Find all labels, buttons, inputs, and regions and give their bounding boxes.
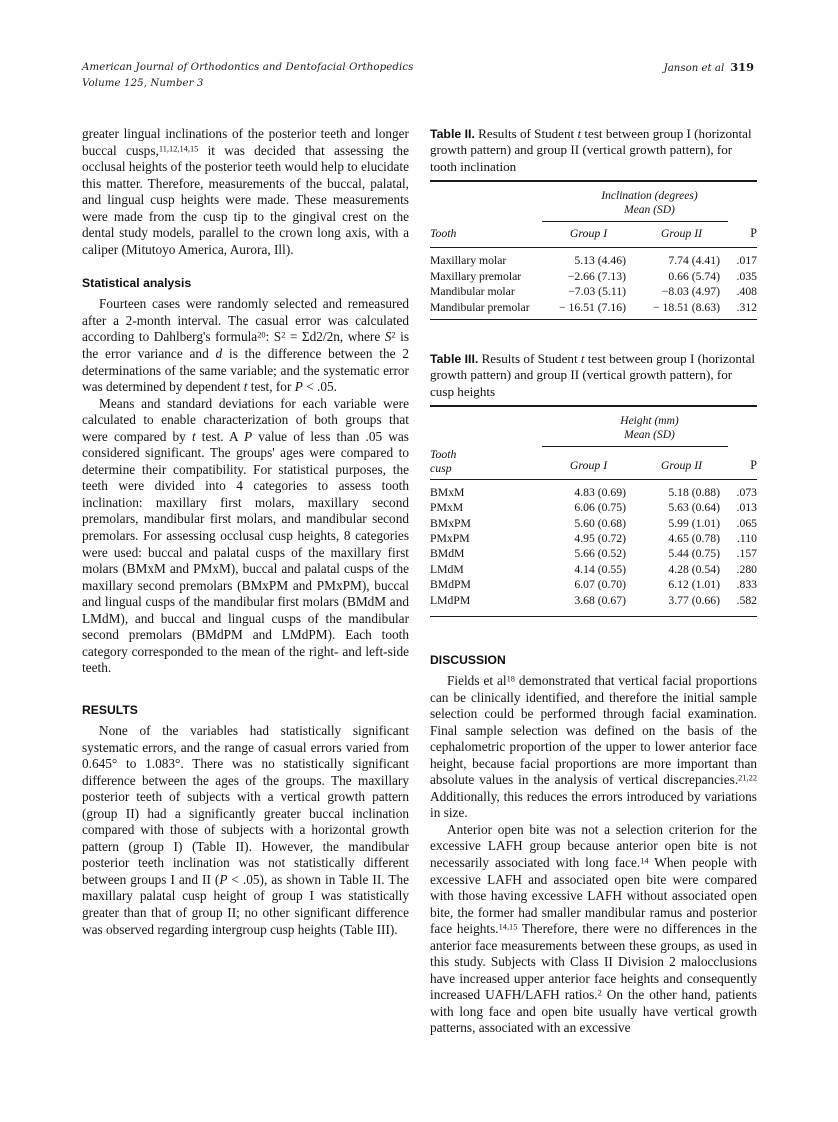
table-2-label: Table II.	[430, 127, 475, 141]
table-2-col-group2: Group II	[660, 226, 703, 241]
cell-p: .013	[736, 501, 757, 515]
spacer-row	[430, 608, 757, 617]
table-3-group-header-row	[430, 415, 757, 443]
cell-tooth: Mandibular molar	[430, 285, 515, 299]
table-2-col-tooth: Tooth	[430, 226, 457, 241]
running-head-right	[664, 60, 754, 77]
group-header-line1: Inclination (degrees)	[601, 190, 698, 203]
symbol-P: P	[294, 379, 303, 395]
cell-group1: 3.68 (0.67)	[574, 593, 626, 607]
citation-ref: 14,15	[498, 922, 518, 932]
cell-group1: 5.66 (0.52)	[574, 547, 626, 561]
para-text: < .05.	[302, 379, 337, 395]
symbol-P: P	[219, 871, 228, 887]
para-text: greater lingual inclinations of the posterior teeth and longer buccal cusps,	[82, 126, 409, 158]
para-text: test. A	[195, 428, 245, 444]
cell-group1: 4.14 (0.55)	[574, 562, 626, 576]
spacer	[82, 258, 409, 275]
table-row	[430, 531, 757, 546]
para-text: : S	[265, 329, 282, 345]
cell-p: .312	[736, 300, 757, 314]
table-row	[430, 284, 757, 299]
paragraph-results	[82, 723, 409, 938]
para-text: demonstrated that vertical facial proportions can be clinically identified, and therefore the initial sample selection could be performed through facial examination. Final sample selection was defined on the basis of the cephalometric proportion of the upper to lower anterior face height, because facial proportions are more important than absolute values in the analysis of vertical discrepancies.	[430, 673, 757, 788]
table-row	[430, 500, 757, 515]
symbol-P: P	[244, 428, 253, 444]
citation-ref: 11,12,14,15	[158, 144, 199, 154]
citation-ref: 2	[597, 988, 602, 998]
caption-text: Results of Student	[478, 351, 581, 367]
cell-tooth: PMxM	[430, 501, 464, 515]
cell-group1: −7.03 (5.11)	[568, 285, 626, 299]
right-column	[430, 126, 757, 1037]
cell-tooth: Maxillary premolar	[430, 269, 522, 283]
para-text: On the other hand, patients with long face and open bite usually have vertical growth patterns, associated with an excessive	[430, 987, 757, 1036]
table-2-col-p: P	[750, 226, 757, 241]
para-text: Fourteen cases were randomly selected and remeasured after a 2-month interval. The casual error was calculated according to Dahlberg's formula	[82, 296, 409, 345]
cell-group2: 6.12 (1.01)	[668, 578, 720, 592]
symbol-S: S	[384, 329, 392, 345]
paragraph-statistical-2	[82, 396, 409, 677]
exponent: 2	[281, 330, 286, 340]
cell-p: .157	[736, 547, 757, 561]
volume-issue: Volume 125, Number 3	[82, 77, 204, 89]
para-text: Additionally, this reduces the errors introduced by variations in size.	[430, 788, 757, 821]
symbol-d: d	[215, 346, 223, 362]
caption-text: test between group I (horizontal growth pattern) and group II (vertical growth pattern), for cusp heights	[430, 351, 756, 399]
paragraph-continued	[82, 126, 409, 258]
author-short: Janson et al	[663, 63, 725, 74]
para-text: is the difference between the 2 determinations of the same variable; and the systematic error was determined by dependent	[82, 346, 409, 395]
cell-group2: −8.03 (4.97)	[661, 285, 720, 299]
para-text: test, for	[247, 379, 295, 395]
para-text-rest: it was decided that assessing the occlusal heights of the posterior teeth would help to elucidate this matter. Therefore, measurements of the buccal, palatal, and lingual cusp heights were made. These measurements were made from the cusp tip to the gingival crest on the dental study models, parallel to the crown long axis, with a caliper (Mitutoyo America, Aurora, Ill).	[82, 142, 409, 257]
citation-ref: 18	[506, 674, 515, 684]
running-head	[82, 60, 754, 94]
cell-group2: 4.65 (0.78)	[668, 531, 720, 545]
table-row	[430, 516, 757, 531]
cell-tooth: LMdPM	[430, 593, 471, 607]
heading-discussion: DISCUSSION	[430, 653, 506, 667]
para-text: When people with excessive LAFH and associated open bite were compared with those having excessive LAFH without associated open bite, the former had smaller mandibular ramus and posterior face heights.	[430, 855, 757, 937]
running-head-left	[82, 60, 413, 91]
para-text: None of the variables had statistically significant systematic errors, and the range of casual errors varied from 0.645° to 1.083°. There was no statistically significant difference between the ages of the groups. The maxillary posterior teeth of subjects with a vertical growth pattern (group II) had a significantly greater buccal inclination compared with those of subjects with a horizontal growth pattern (group I) (Table II). However, the mandibular posterior teeth inclination was not statistically different between groups I and II (	[82, 722, 409, 887]
cell-tooth: BMxPM	[430, 516, 471, 530]
table-3-block	[430, 351, 757, 618]
para-text: is the error variance and	[82, 329, 409, 362]
table-2	[430, 180, 757, 321]
symbol-t: t	[243, 379, 248, 395]
cell-group2: − 18.51 (8.63)	[653, 300, 720, 314]
cell-group1: 4.83 (0.69)	[574, 485, 626, 499]
spacer	[82, 677, 409, 702]
table-row	[430, 577, 757, 592]
cell-p: .408	[736, 285, 757, 299]
caption-text: Results of Student	[474, 126, 578, 141]
symbol-t: t	[577, 126, 582, 141]
cell-group1: − 16.51 (7.16)	[559, 300, 626, 314]
citation-ref: 20	[257, 330, 266, 340]
table-row	[430, 562, 757, 577]
table-3-col-group2: Group II	[660, 457, 703, 472]
table-row	[430, 593, 757, 608]
table-2-caption	[430, 126, 757, 175]
heading-results: RESULTS	[82, 702, 138, 717]
spacer	[430, 321, 757, 351]
table-2-column-header-row	[430, 223, 757, 244]
cell-group2: 4.28 (0.54)	[668, 562, 720, 576]
table-2-col-group1: Group I	[569, 226, 608, 241]
table-row	[430, 253, 757, 268]
cell-group2: 3.77 (0.66)	[668, 593, 720, 607]
group-header-line2: Mean (SD)	[624, 428, 675, 441]
cell-p: .833	[736, 578, 757, 592]
group-header-line2: Mean (SD)	[624, 203, 675, 216]
journal-title: American Journal of Orthodontics and Dentofacial Orthopedics	[82, 62, 414, 73]
cell-group1: 6.06 (0.75)	[574, 501, 626, 515]
cell-p: .110	[736, 531, 757, 545]
caption-text: test between group I (horizontal growth pattern) and group II (vertical growth pattern), for tooth inclination	[430, 126, 752, 174]
cell-p: .065	[736, 516, 757, 530]
cell-group1: 6.07 (0.70)	[574, 578, 626, 592]
col-tooth-line2: cusp	[430, 461, 452, 476]
cell-group2: 5.44 (0.75)	[668, 547, 720, 561]
symbol-t: t	[580, 351, 585, 367]
table-3-group-header	[542, 415, 757, 443]
page-number: 319	[730, 60, 754, 74]
heading-statistical-analysis: Statistical analysis	[82, 276, 192, 291]
table-3	[430, 405, 757, 618]
symbol-t: t	[191, 428, 196, 444]
para-text: Therefore, there were no differences in the anterior face measurements between these groups, as used in this study. Subjects with Class II Division 2 malocclusions have increased upper anterior face heights and consequently increased UAFH/LAFH ratios.	[430, 921, 757, 1003]
para-text: Anterior open bite was not a selection criterion for the excessive LAFH group because anterior open bite is not necessarily associated with long face.	[430, 821, 757, 871]
table-3-col-p: P	[750, 457, 757, 472]
cell-group1: 5.13 (4.46)	[574, 254, 626, 268]
exponent: 2	[391, 330, 396, 340]
table-row	[430, 485, 757, 500]
cell-tooth: Mandibular premolar	[430, 300, 530, 314]
table-2-group-header	[542, 190, 757, 218]
cell-group2: 7.74 (4.41)	[668, 254, 720, 268]
cell-p: .017	[736, 254, 757, 268]
cell-group2: 5.18 (0.88)	[668, 485, 720, 499]
para-text: value of less than .05 was considered significant. The groups' ages were compared to determine their compatibility. For statistical purposes, the teeth were divided into 4 categories to assess tooth inclination: maxillary first molars, maxillary second premolars, mandibular first molars, and mandibular second premolars. For assessing occlusal cusp heights, 8 categories were used: buccal and palatal cusps of the maxillary first molars (BMxM and PMxM), buccal and palatal cusps of the maxillary second premolars (BMxPM and PMxPM), buccal and lingual cusps of the mandibular first molars (BMdM and LMdM), and buccal and lingual cusps of the mandibular second premolars (BMdPM and LMdPM). Each tooth category corresponded to the mean of the right- and left-side teeth.	[82, 428, 409, 676]
cell-tooth: Maxillary molar	[430, 254, 507, 268]
cell-group1: −2.66 (7.13)	[567, 269, 626, 283]
cell-group1: 4.95 (0.72)	[574, 531, 626, 545]
table-row	[430, 300, 757, 315]
cell-tooth: BMxM	[430, 485, 465, 499]
cell-p: .073	[736, 485, 757, 499]
col-tooth-line1: Tooth	[430, 446, 457, 461]
cell-p: .035	[736, 269, 757, 283]
cell-group2: 5.63 (0.64)	[668, 501, 720, 515]
table-2-block	[430, 126, 757, 321]
cell-p: .280	[736, 562, 757, 576]
table-3-col-group1: Group I	[569, 457, 608, 472]
paragraph-discussion-2	[430, 822, 757, 1037]
table-3-caption	[430, 351, 757, 400]
citation-ref: 14	[640, 856, 649, 866]
cell-group2: 5.99 (1.01)	[668, 516, 720, 530]
cell-p: .582	[736, 593, 757, 607]
para-text: Means and standard deviations for each variable were calculated to enable characterization of both groups that were compared by	[82, 395, 409, 444]
para-text: < .05), as shown in Table II. The maxillary palatal cusp height of group I was statistically greater than that of group II; no other significant difference was observed regarding intergroup cusp heights (Table III).	[82, 871, 409, 937]
cell-group2: 0.66 (5.74)	[668, 269, 720, 283]
paragraph-statistical-1	[82, 296, 409, 395]
left-column	[82, 126, 409, 938]
cell-tooth: BMdPM	[430, 578, 471, 592]
table-row	[430, 546, 757, 561]
spacer	[430, 618, 757, 652]
table-3-label: Table III.	[430, 352, 479, 367]
para-text: = Σd2/2n, where	[285, 329, 385, 345]
cell-tooth: BMdM	[430, 547, 465, 561]
cell-group1: 5.60 (0.68)	[574, 516, 626, 530]
table-3-col-tooth-cusp	[430, 447, 542, 476]
citation-ref: 21,22	[738, 773, 757, 783]
group-header-line1: Height (mm)	[620, 415, 679, 428]
table-row	[430, 269, 757, 284]
cell-tooth: PMxPM	[430, 531, 470, 545]
paragraph-discussion-1	[430, 673, 757, 822]
cell-tooth: LMdM	[430, 562, 464, 576]
para-text: Fields et al	[447, 673, 507, 688]
table-2-group-header-row	[430, 190, 757, 218]
